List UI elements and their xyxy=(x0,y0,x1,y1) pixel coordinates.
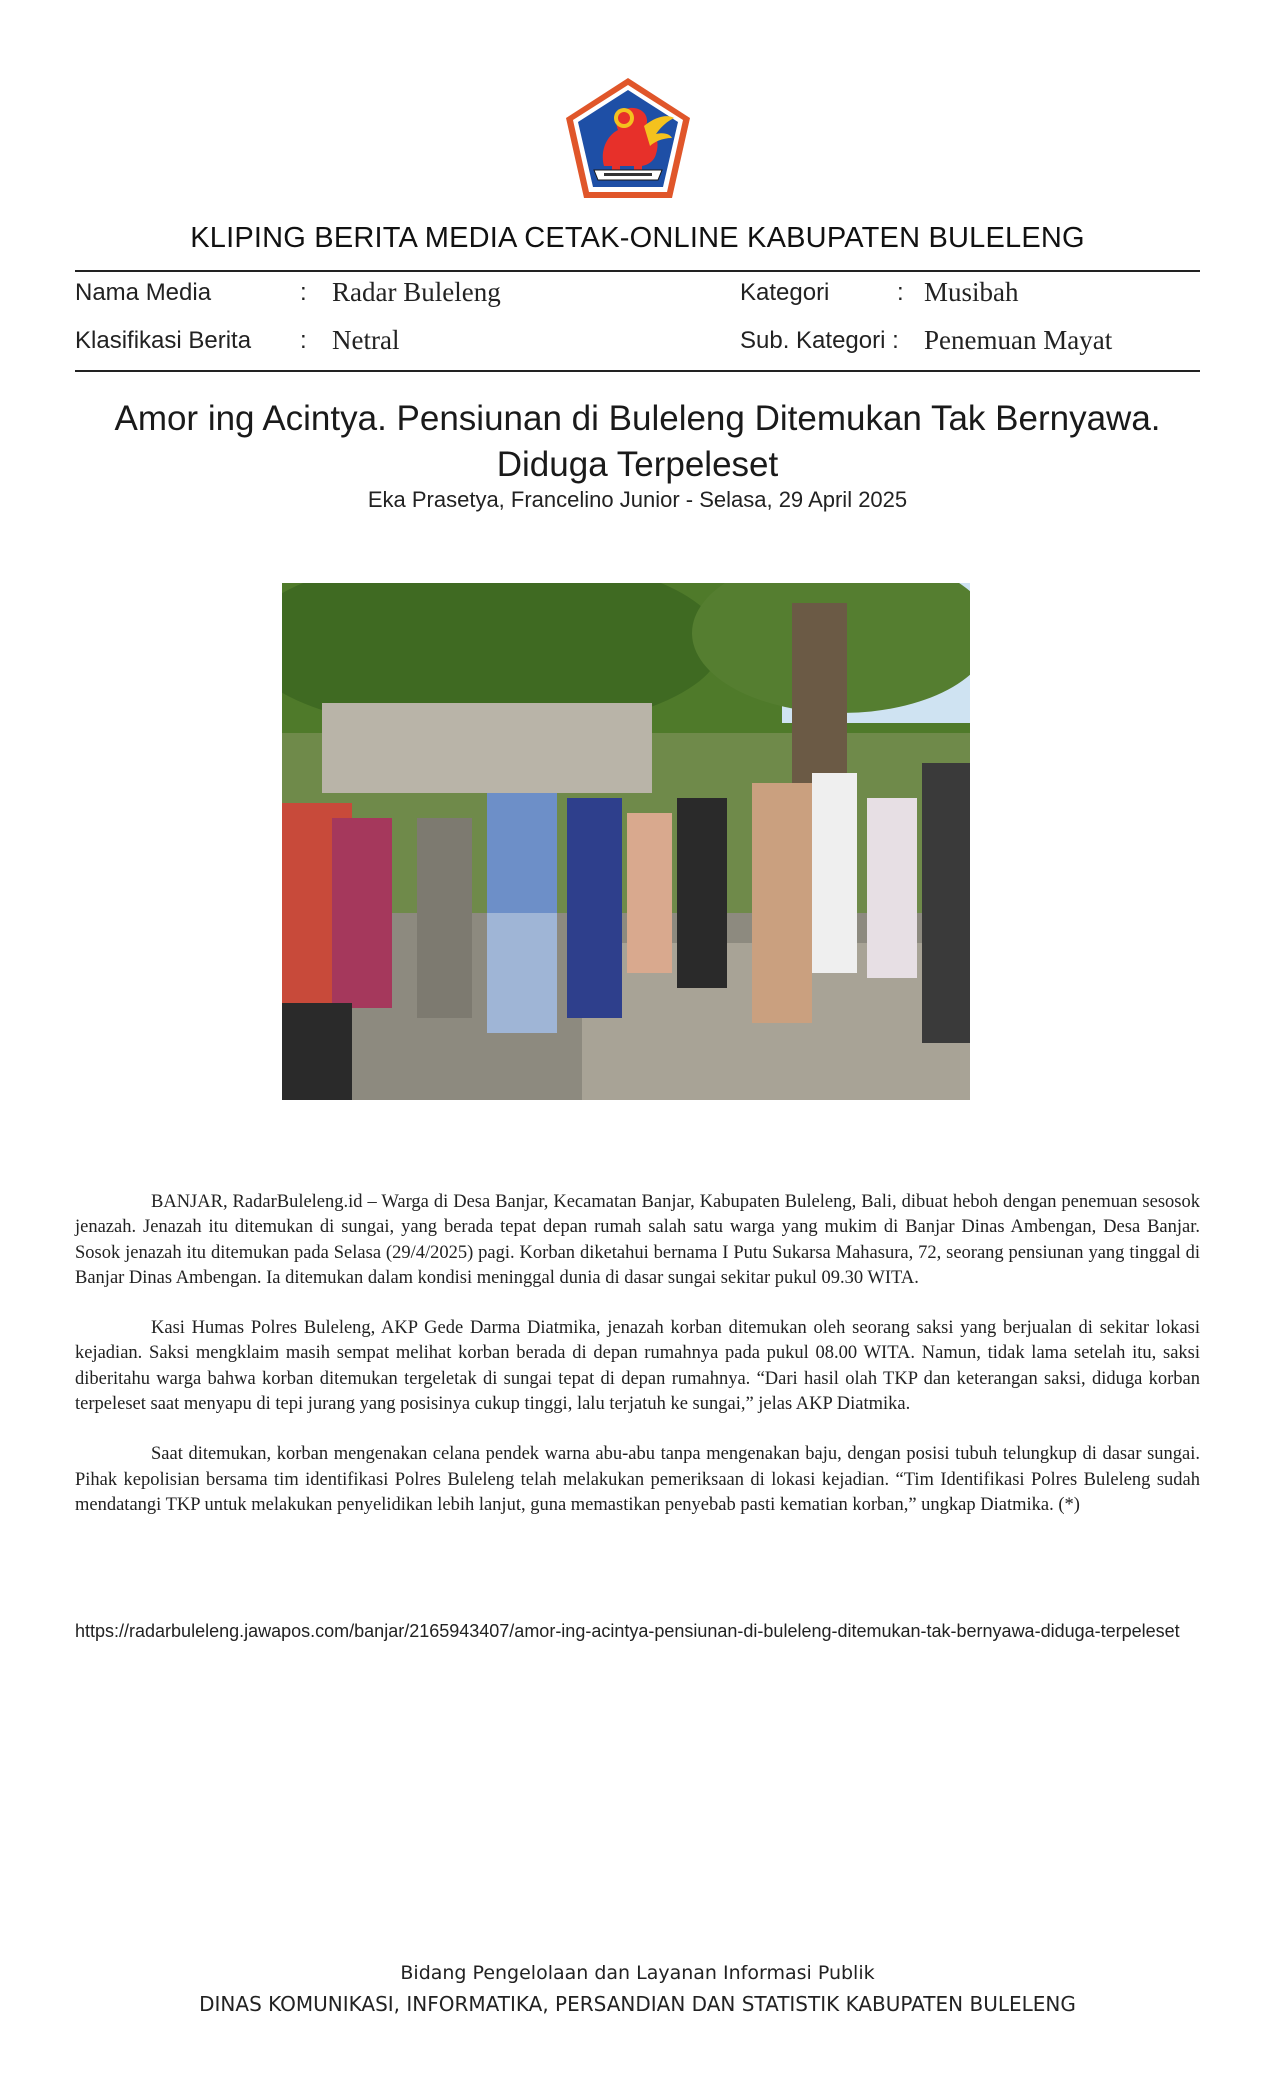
klasifikasi-colon: : xyxy=(300,327,307,354)
media-value: Radar Buleleng xyxy=(332,277,501,307)
article-body xyxy=(75,1190,1200,1543)
media-label: Nama Media xyxy=(75,279,212,306)
article-paragraph: Saat ditemukan, korban mengenakan celana pendek warna abu-abu tanpa mengenakan baju, dengan posisi tubuh telungkup di dasar sungai. Pihak kepolisian bersama tim identifikasi Polres Buleleng telah melakukan pemeriksaan di lokasi kejadian. “Tim Identifikasi Polres Buleleng sudah mendatangi TKP untuk melakukan penyelidikan lebih lanjut, guna memastikan penyebab pasti kematian korban,” ungkap Diatmika. (*) xyxy=(75,1444,1200,1515)
source-link[interactable]: https://radarbuleleng.jawapos.com/banjar/2165943407/amor-ing-acintya-pensiunan-di-buleleng-ditemukan-tak-bernyawa-diduga-terpeleset xyxy=(75,1621,1180,1641)
klasifikasi-label: Klasifikasi Berita xyxy=(75,327,252,354)
article-paragraph: Kasi Humas Polres Buleleng, AKP Gede Darma Diatmika, jenazah korban ditemukan oleh seorang saksi yang berjualan di sekitar lokasi kejadian. Saksi mengklaim masih sempat melihat korban berada di depan rumahnya pada pukul 08.00 WITA. Namun, tidak lama setelah itu, saksi diberitahu warga bahwa korban ditemukan tergeletak di sungai tepat di depan rumahnya. “Dari hasil olah TKP dan keterangan saksi, diduga korban terpeleset saat menyapu di tepi jurang yang posisinya cukup tinggi, lalu terjatuh ke sungai,” jelas AKP Diatmika. xyxy=(75,1318,1200,1415)
buleleng-lion-crest-icon xyxy=(560,74,696,202)
klasifikasi-value: Netral xyxy=(332,325,400,355)
media-colon: : xyxy=(300,279,307,306)
kategori-label: Kategori xyxy=(740,279,830,306)
page-title: KLIPING BERITA MEDIA CETAK-ONLINE KABUPATEN BULELENG xyxy=(190,222,1085,254)
footer-agency: DINAS KOMUNIKASI, INFORMATIKA, PERSANDIAN DAN STATISTIK KABUPATEN BULELENG xyxy=(199,1992,1076,2016)
subkategori-label: Sub. Kategori : xyxy=(740,327,899,354)
article-byline: Eka Prasetya, Francelino Junior - Selasa, 29 April 2025 xyxy=(367,487,908,512)
kategori-colon: : xyxy=(897,279,904,306)
headline-line-1: Amor ing Acintya. Pensiunan di Buleleng Ditemukan Tak Bernyawa. xyxy=(114,399,1161,438)
article-headline xyxy=(100,396,1175,488)
header-bottom-rule xyxy=(75,370,1200,372)
subkategori-value: Penemuan Mayat xyxy=(924,325,1113,355)
header-top-rule xyxy=(75,270,1200,272)
headline-line-2: Diduga Terpeleset xyxy=(496,445,779,484)
footer-department: Bidang Pengelolaan dan Layanan Informasi Publik xyxy=(400,1962,875,1984)
kategori-value: Musibah xyxy=(924,277,1019,307)
article-photo xyxy=(282,583,970,1100)
article-paragraph: BANJAR, RadarBuleleng.id – Warga di Desa Banjar, Kecamatan Banjar, Kabupaten Buleleng, Bali, dibuat heboh dengan penemuan sesosok jenazah. Jenazah itu ditemukan di sungai, yang berada tepat depan rumah salah satu warga yang mukim di Banjar Dinas Ambengan, Desa Banjar. Sosok jenazah itu ditemukan pada Selasa (29/4/2025) pagi. Korban diketahui bernama I Putu Sukarsa Mahasura, 72, seorang pensiunan yang tinggal di Banjar Dinas Ambengan. Ia ditemukan dalam kondisi meninggal dunia di dasar sungai sekitar pukul 09.30 WITA. xyxy=(75,1192,1200,1288)
